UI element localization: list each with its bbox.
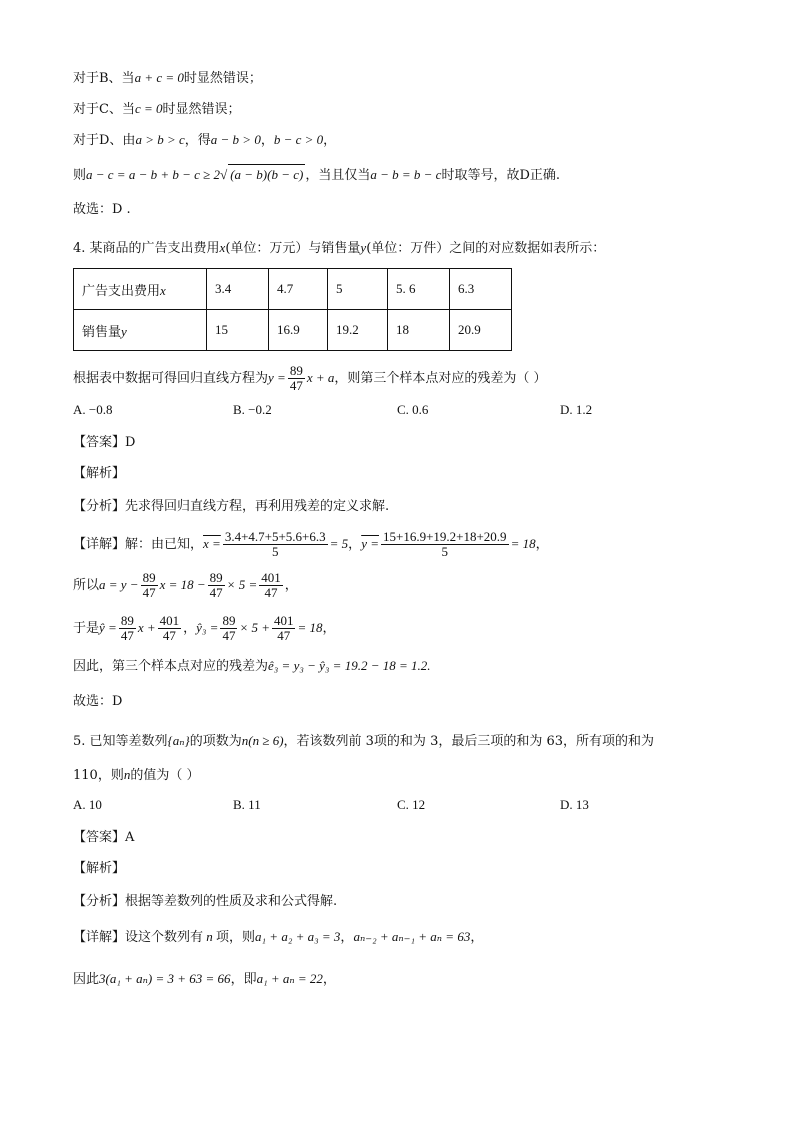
math: ê₃ = y₃ − ŷ₃ = 19.2 − 18 = 1.2.	[268, 658, 431, 673]
cell-var: x	[160, 282, 166, 298]
detail-line	[73, 927, 483, 948]
text-line	[73, 130, 336, 151]
fraction-num: 401	[261, 570, 281, 585]
table-cell: 6.3	[450, 269, 512, 310]
option-d[interactable]: D. 1.2	[560, 402, 593, 417]
text: ，	[348, 537, 362, 552]
fraction-num: 3.4+4.7+5+5.6+6.3	[224, 529, 326, 544]
text: 所以	[73, 578, 100, 593]
math: x =	[203, 536, 221, 551]
text-line	[73, 99, 241, 120]
math: a = y −	[99, 577, 139, 592]
fraction-num: 89	[209, 570, 223, 585]
fraction-den: 5	[441, 544, 449, 559]
text: 时取等号，故D正确.	[441, 168, 561, 183]
math: a > b > c	[135, 132, 185, 147]
fraction-num: 89	[120, 613, 134, 628]
text: 因此，第三个样本点对应的残差为	[73, 659, 269, 674]
text: 【详解】设这个数列有	[73, 930, 204, 945]
detail-line	[73, 571, 298, 600]
text: ，	[183, 621, 197, 636]
math: a₁ + a₂ + a₃ = 3	[255, 929, 341, 944]
table-cell: 15	[207, 310, 269, 351]
fraction-den: 5	[271, 544, 279, 559]
option-c[interactable]: C. 0.6	[397, 402, 429, 417]
math: = 18	[297, 620, 323, 635]
math: y	[360, 240, 367, 255]
table-cell: 18	[388, 310, 450, 351]
question-5-stem	[73, 731, 654, 752]
math: x	[219, 240, 226, 255]
fraction-num: 89	[142, 570, 156, 585]
math: a − b > 0	[210, 132, 261, 147]
fraction-den: 47	[222, 628, 236, 643]
table-cell: 4.7	[269, 269, 328, 310]
text: 根据表中数据可得回归直线方程为	[73, 371, 269, 386]
text: 因此	[73, 972, 100, 987]
math: aₙ₋₂ + aₙ₋₁ + aₙ = 63	[353, 929, 471, 944]
text: ，	[284, 578, 298, 593]
math: y =	[268, 370, 286, 385]
detail-line	[73, 614, 336, 643]
option-d[interactable]: D. 13	[560, 797, 589, 812]
text-line: 则a − c = a − b + b − c ≥ 2√ (a − b)(b − c) ，当且仅当a − b = b − c时取等号，故D正确.	[73, 164, 560, 186]
text: 的项数为	[189, 734, 242, 749]
detail-line	[73, 969, 336, 990]
sqrt-expression: (a − b)(b − c)	[228, 164, 305, 185]
detail-line	[73, 656, 431, 677]
cell-text: 销售量	[82, 323, 122, 339]
text: ，	[323, 133, 337, 148]
text: 4. 某商品的广告支出费用	[73, 241, 220, 256]
option-c[interactable]: C. 12	[397, 797, 426, 812]
analysis-label: 【解析】	[73, 466, 126, 481]
text: 时显然错误；	[183, 71, 262, 86]
table-cell: 20.9	[450, 310, 512, 351]
cell-text: 广告支出费用	[82, 282, 161, 298]
text: ，得	[184, 133, 211, 148]
text: 时显然错误；	[162, 102, 241, 117]
math: x = 18 −	[159, 577, 206, 592]
math: a + c = 0	[134, 70, 184, 85]
text: 对于B、当	[73, 71, 135, 86]
fraction-den: 47	[162, 628, 176, 643]
option-a[interactable]: A. 10	[73, 797, 102, 812]
question-4-equation	[73, 364, 547, 393]
math: {aₙ}	[167, 733, 190, 748]
text: ，即	[230, 972, 257, 987]
text: ，若该数列前 3项的和为 3，最后三项的和为 63，所有项的和为	[283, 734, 655, 749]
text-line	[73, 68, 262, 89]
math: = 18	[510, 536, 536, 551]
math: a − b = b − c	[370, 167, 442, 182]
analysis-summary: 【分析】先求得回归直线方程，再利用残差的定义求解.	[73, 499, 390, 514]
math: ŷ₃ =	[196, 620, 219, 635]
math: n(n ≥ 6)	[241, 733, 284, 748]
analysis-summary: 【分析】根据等差数列的性质及求和公式得解.	[73, 894, 338, 909]
math: ŷ =	[99, 620, 117, 635]
math: n	[123, 767, 131, 782]
text-line	[73, 200, 131, 220]
math: a − c = a − b + b − c ≥ 2	[86, 167, 221, 182]
text: 于是	[73, 621, 100, 636]
option-b[interactable]: B. 11	[233, 797, 261, 812]
fraction-num: 15+16.9+19.2+18+20.9	[382, 529, 507, 544]
table-cell	[74, 269, 207, 310]
cell-var: y	[121, 323, 127, 339]
text: (单位：万元）与销售量	[225, 241, 361, 256]
fraction-num: 401	[159, 613, 180, 628]
math: 3(a₁ + aₙ) = 3 + 63 = 66	[99, 971, 231, 986]
fraction-num: 89	[222, 613, 236, 628]
fraction-num: 89	[289, 363, 303, 378]
math: a₁ + aₙ = 22	[256, 971, 323, 986]
table-cell	[74, 310, 207, 351]
fraction-den: 47	[142, 585, 156, 600]
text: ，	[322, 972, 336, 987]
analysis-label: 【解析】	[73, 861, 126, 876]
text: ，	[260, 133, 274, 148]
math: x +	[137, 620, 156, 635]
fraction-den: 47	[120, 628, 134, 643]
option-b[interactable]: B. −0.2	[233, 402, 272, 417]
table-row	[74, 310, 512, 351]
question-5-stem	[73, 765, 199, 786]
fraction-den: 47	[277, 628, 291, 643]
text: ，	[322, 621, 336, 636]
math: = 5	[329, 536, 349, 551]
math: × 5 =	[226, 577, 258, 592]
answer-label: 【答案】D	[73, 435, 136, 450]
table-cell: 3.4	[207, 269, 269, 310]
text: 【详解】解：由已知，	[73, 537, 204, 552]
answer-label: 【答案】A	[73, 830, 135, 845]
text: 则	[73, 168, 87, 183]
table-cell: 5. 6	[388, 269, 450, 310]
math: n	[203, 929, 217, 944]
text: ，	[470, 930, 484, 945]
text: ，则第三个样本点对应的残差为（ ）	[334, 371, 547, 386]
text: (单位：万件）之间的对应数据如表所示：	[366, 241, 606, 256]
text: 项，则	[216, 930, 256, 945]
math: × 5 +	[239, 620, 270, 635]
math: x + a	[306, 370, 335, 385]
table-cell: 19.2	[328, 310, 388, 351]
table-row	[74, 269, 512, 310]
fraction-num: 401	[273, 613, 294, 628]
text: 的值为（ ）	[130, 768, 200, 783]
text: 对于D、由	[73, 133, 136, 148]
math: b − c > 0	[273, 132, 324, 147]
text: ，当且仅当	[305, 168, 371, 183]
math: y =	[361, 536, 379, 551]
math: c = 0	[134, 101, 163, 116]
fraction-den: 47	[289, 378, 303, 393]
table-cell: 16.9	[269, 310, 328, 351]
detail-line	[73, 530, 549, 559]
fraction-den: 47	[209, 585, 223, 600]
text: 对于C、当	[73, 102, 135, 117]
text: 5. 已知等差数列	[73, 734, 168, 749]
select-line: 故选：D	[73, 694, 123, 709]
text: ，	[340, 930, 354, 945]
fraction-den: 47	[264, 585, 278, 600]
text: ，	[535, 537, 549, 552]
question-4-stem	[73, 238, 605, 259]
text: 110，则	[73, 768, 124, 783]
option-a[interactable]: A. −0.8	[73, 402, 113, 417]
text: 故选：D .	[73, 202, 131, 217]
table-cell: 5	[328, 269, 388, 310]
data-table	[73, 268, 512, 351]
